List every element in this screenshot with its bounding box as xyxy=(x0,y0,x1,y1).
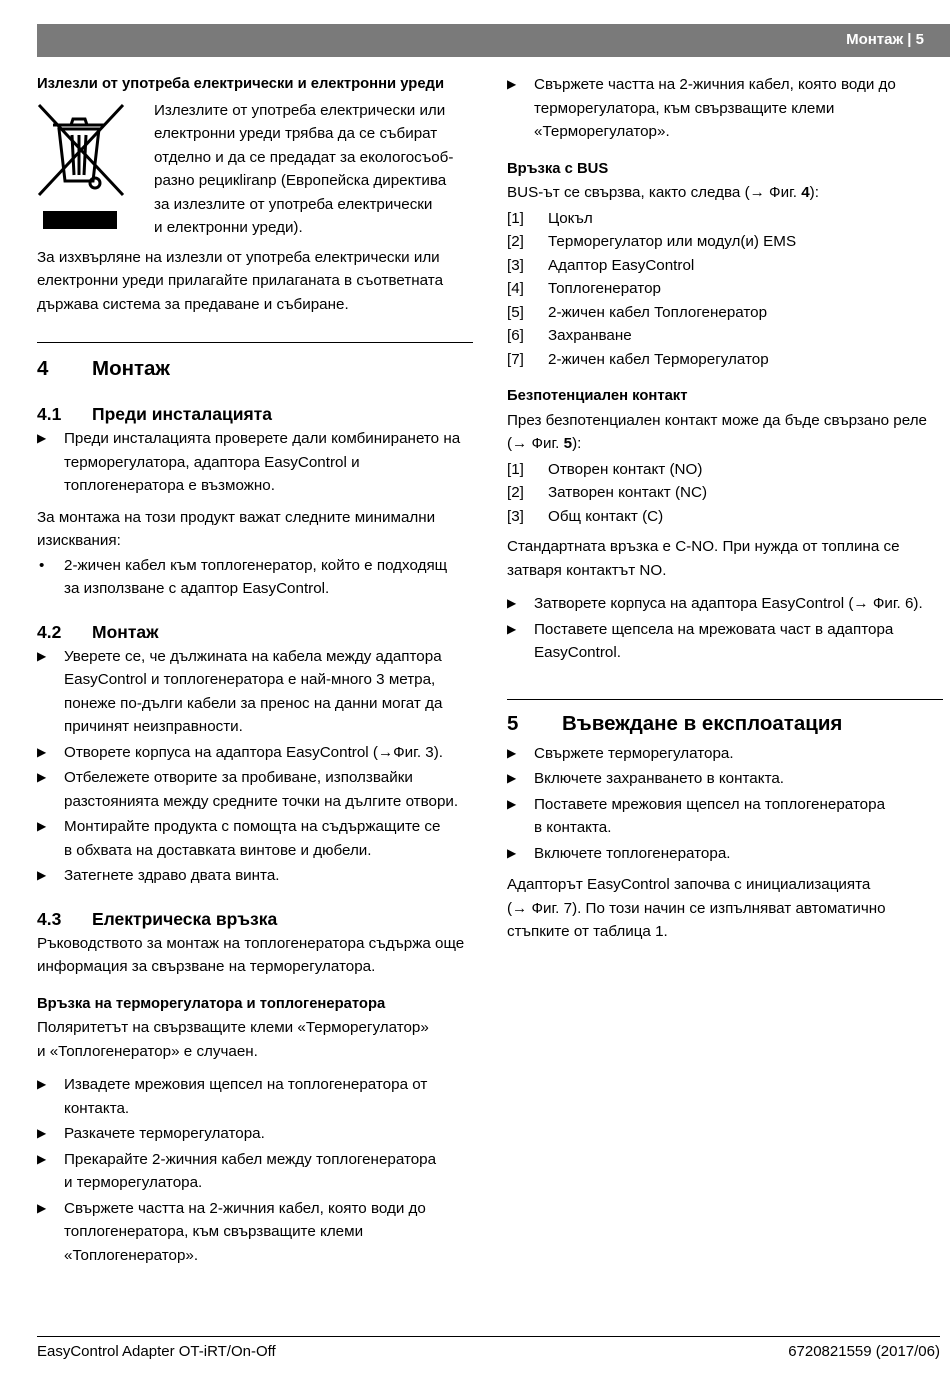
text-line: за използване с адаптор EasyControl. xyxy=(64,580,330,597)
text-line: Уверете се, че дължината на кабела между адаптора xyxy=(64,647,442,665)
text-line: стъпките от таблица 1. xyxy=(507,923,668,940)
legend-text: Терморегулатор или модул(и) EMS xyxy=(548,233,797,250)
arrow-bullet-icon: ▶ xyxy=(507,771,517,785)
legend-text: Захранване xyxy=(548,327,632,344)
text-line: в контакта. xyxy=(534,819,612,836)
text-line: причинят неизправности. xyxy=(64,718,243,735)
arrow-bullet-icon: ▶ xyxy=(37,770,47,784)
text-line: топлогенератора, към свързващите клеми xyxy=(64,1223,364,1240)
bus-intro xyxy=(507,181,943,205)
legend-number: [1] xyxy=(507,460,524,478)
legend-text: Адаптор EasyControl xyxy=(548,256,695,274)
text-line xyxy=(507,432,943,456)
outro-paragraph xyxy=(507,873,943,944)
list-item xyxy=(37,741,473,765)
weee-paragraph xyxy=(37,246,473,317)
list-item xyxy=(37,645,473,739)
section-title: Електрическа връзка xyxy=(92,908,278,929)
standard-connection-paragraph xyxy=(507,535,943,582)
text-line: Стандартната връзка е C-NO. При нужда от топлина се xyxy=(507,538,900,555)
list-item xyxy=(37,1197,473,1268)
text-line: контакта. xyxy=(64,1099,130,1117)
legend-number: [2] xyxy=(507,484,524,501)
arrow-bullet-icon: ▶ xyxy=(507,796,517,811)
right-column xyxy=(507,73,943,954)
legend-item xyxy=(507,458,943,482)
text-line: За монтажа на този продукт важат следните минимални xyxy=(37,508,436,526)
list-item xyxy=(37,864,473,888)
footer-rule xyxy=(37,1336,940,1337)
list-item xyxy=(507,767,943,791)
bus-legend-list xyxy=(507,207,943,372)
text-run: BUS-ът се свързва, както следва (→ Фиг. xyxy=(507,184,802,201)
list-item xyxy=(507,592,943,616)
list-item xyxy=(507,73,943,144)
arrow-bullet-icon: ▶ xyxy=(507,77,517,91)
text-line: Затегнете здраво двата винта. xyxy=(64,867,280,884)
list-item xyxy=(37,815,473,862)
polarity-paragraph xyxy=(37,1016,473,1063)
section-rule xyxy=(37,342,473,343)
arrow-bullet-icon: ▶ xyxy=(37,1077,47,1091)
legend-number: [4] xyxy=(507,280,524,297)
legend-number: [7] xyxy=(507,350,524,368)
legend-item xyxy=(507,505,943,529)
chapter-5-heading xyxy=(507,710,943,738)
text-line: Поставете щепсела на мрежовата част в адаптора xyxy=(534,620,894,638)
arrow-bullet-icon: ▶ xyxy=(37,868,47,882)
text-line: «Терморегулатор». xyxy=(534,123,670,140)
text-line: терморегулатора, адаптора EasyControl и xyxy=(64,453,360,471)
text-line: 2-жичен кабел към топлогенератор, който е подходящ xyxy=(64,556,448,574)
text-line: Монтирайте продукта с помощта на съдържащите се xyxy=(64,818,441,835)
text-line: топлогенератора е възможно. xyxy=(64,477,275,494)
text-line: Свържете частта на 2-жичния кабел, която води до xyxy=(534,76,896,93)
arrow-bullet-icon: ▶ xyxy=(37,1151,47,1166)
legend-item xyxy=(507,207,943,231)
arrow-bullet-icon: ▶ xyxy=(507,745,517,760)
legend-number: [5] xyxy=(507,303,524,321)
text-line: държава система за предаване и събиране. xyxy=(37,295,349,313)
list-item xyxy=(37,1148,473,1195)
left-column xyxy=(37,73,473,1269)
arrow-bullet-icon: ▶ xyxy=(37,819,47,833)
text-line: понеже по-дълги кабели за пренос на данни могат да xyxy=(64,694,443,712)
legend-item xyxy=(507,481,943,505)
contact-legend-list xyxy=(507,458,943,529)
text-line: Поставете мрежовия щепсел на топлогенератора xyxy=(534,795,886,813)
chapter-title: Монтаж xyxy=(92,357,170,380)
dot-bullet-icon: • xyxy=(39,556,45,574)
text-run: ): xyxy=(809,184,819,201)
section-rule xyxy=(507,699,943,700)
legend-item xyxy=(507,254,943,278)
list-item xyxy=(37,766,473,813)
figure-ref: 5 xyxy=(563,435,573,452)
text-line: информация за свързване на терморегулатора. xyxy=(37,958,376,975)
list-item xyxy=(507,742,943,766)
figure-ref: 4 xyxy=(801,184,810,201)
list-item xyxy=(507,618,943,665)
text-line: За изхвърляне на излезли от употреба електрически или xyxy=(37,248,440,266)
list-item xyxy=(37,427,473,498)
legend-text: Затворен контакт (NC) xyxy=(548,484,708,501)
weee-heading: Излезли от употреба електрически и електронни уреди xyxy=(37,76,445,92)
legend-number: [2] xyxy=(507,233,524,250)
legend-text: 2-жичен кабел Терморегулатор xyxy=(548,350,769,368)
text-line: Преди инсталацията проверете дали комбинирането на xyxy=(64,430,461,447)
weee-block xyxy=(37,73,473,236)
chapter-number: 4 xyxy=(37,357,49,380)
text-line: затваря контактът NO. xyxy=(507,561,667,579)
text-line: Отбележете отворите за пробиване, използвайки xyxy=(64,769,413,786)
list-item xyxy=(37,1122,473,1146)
text-line: Затворете корпуса на адаптора EasyControl (→ Фиг. 6). xyxy=(534,595,923,612)
legend-item xyxy=(507,230,943,254)
chapter-title: Въвеждане в експлоатация xyxy=(562,711,843,735)
intro-paragraph xyxy=(37,932,473,979)
text-line: Извадете мрежовия щепсел на топлогенератора от xyxy=(64,1076,428,1093)
section-title: Преди инсталацията xyxy=(92,404,272,424)
section-title: Монтаж xyxy=(92,621,159,642)
section-number: 4.1 xyxy=(37,404,62,424)
text-line: Включете топлогенератора. xyxy=(534,844,731,862)
weee-line: Излезлите от употреба електрически или xyxy=(154,101,446,119)
weee-text xyxy=(154,99,474,240)
text-line: (→ Фиг. 7). По този начин се изпълняват автоматично xyxy=(507,899,886,917)
legend-item xyxy=(507,277,943,301)
legend-text: Общ контакт (C) xyxy=(548,507,664,525)
arrow-bullet-icon: ▶ xyxy=(507,621,517,636)
requirements-paragraph xyxy=(37,506,473,553)
legend-text: 2-жичен кабел Топлогенератор xyxy=(548,303,768,321)
footer-document-number: 6720821559 (2017/06) xyxy=(788,1343,940,1360)
text-run: ): xyxy=(572,435,582,452)
potential-free-intro xyxy=(507,409,943,456)
crossed-out-bin-icon xyxy=(37,101,127,233)
legend-text: Топлогенератор xyxy=(548,280,661,297)
text-line: Свържете частта на 2-жичния кабел, която води до xyxy=(64,1199,426,1217)
text-line: Поляритетът на свързващите клеми «Терморегулатор» xyxy=(37,1019,429,1036)
text-line: EasyControl. xyxy=(534,644,621,661)
arrow-bullet-icon: ▶ xyxy=(507,596,517,610)
text-run: (→ Фиг. xyxy=(507,435,564,452)
weee-line: отделно и да се предадат за екологосъоб- xyxy=(154,148,454,166)
legend-text: Отворен контакт (NO) xyxy=(548,460,703,478)
text-line: Отворете корпуса на адаптора EasyControl (→Фиг. 3). xyxy=(64,743,444,761)
page-header-title: Монтаж | 5 xyxy=(846,31,924,48)
list-item xyxy=(507,842,943,866)
text-line: електронни уреди прилагайте прилаганата в съответната xyxy=(37,272,444,289)
weee-line: разно рецикliranр (Европейска директива xyxy=(154,172,447,189)
text-line: изисквания: xyxy=(37,532,121,549)
subsection-heading: Връзка на терморегулатора и топлогенератора xyxy=(37,995,386,1012)
text-line: Разкачете терморегулатора. xyxy=(64,1125,265,1142)
text-line: Адапторът EasyControl започва с инициализацията xyxy=(507,876,871,893)
text-line: терморегулатора, към свързващите клеми xyxy=(534,99,835,117)
legend-text: Цокъл xyxy=(548,209,593,227)
legend-number: [3] xyxy=(507,507,524,525)
bus-heading: Връзка с BUS xyxy=(507,160,609,177)
chapter-4-heading xyxy=(37,355,473,383)
list-item xyxy=(507,793,943,840)
arrow-bullet-icon: ▶ xyxy=(37,744,47,759)
legend-item xyxy=(507,324,943,348)
text-line: Прекарайте 2-жичния кабел между топлогенератора xyxy=(64,1150,437,1168)
section-4-2-heading xyxy=(37,619,473,645)
weee-line: и електронни уреди). xyxy=(154,219,303,236)
section-4-3-heading xyxy=(37,906,473,932)
arrow-bullet-icon: ▶ xyxy=(37,431,47,445)
section-number: 4.2 xyxy=(37,621,62,642)
text-line: Ръководството за монтаж на топлогенератора съдържа още xyxy=(37,934,465,952)
list-item xyxy=(37,554,473,601)
text-line: разстоянията между средните точки на дългите отвори. xyxy=(64,792,459,810)
text-line: През безпотенциален контакт може да бъде свързано реле xyxy=(507,411,928,429)
text-line: EasyControl и топлогенератора е най-много 3 метра, xyxy=(64,671,436,688)
legend-number: [3] xyxy=(507,256,524,274)
potential-free-heading: Безпотенциален контакт xyxy=(507,388,688,404)
footer-product-name: EasyControl Adapter OT-iRT/On-Off xyxy=(37,1343,276,1360)
text-line: Включете захранването в контакта. xyxy=(534,770,785,787)
legend-number: [6] xyxy=(507,327,524,344)
text-line: и «Топлогенератор» е случаен. xyxy=(37,1042,258,1060)
weee-line: за излезлите от употреба електрически xyxy=(154,195,433,213)
section-4-1-heading xyxy=(37,401,473,427)
legend-number: [1] xyxy=(507,209,524,227)
arrow-bullet-icon: ▶ xyxy=(37,1200,47,1215)
legend-item xyxy=(507,301,943,325)
text-line: Свържете терморегулатора. xyxy=(534,744,734,762)
chapter-number: 5 xyxy=(507,711,519,735)
text-line: и терморегулатора. xyxy=(64,1174,203,1191)
arrow-bullet-icon: ▶ xyxy=(37,1126,47,1140)
header-bar xyxy=(37,24,950,57)
weee-line: електронни уреди трябва да се събират xyxy=(154,125,438,142)
section-number: 4.3 xyxy=(37,908,62,929)
text-line: «Топлогенератор». xyxy=(64,1246,199,1264)
list-item xyxy=(37,1073,473,1120)
arrow-bullet-icon: ▶ xyxy=(37,648,47,663)
text-line: в обхвата на доставката винтове и дюбели. xyxy=(64,841,372,859)
arrow-bullet-icon: ▶ xyxy=(507,845,517,860)
legend-item xyxy=(507,348,943,372)
